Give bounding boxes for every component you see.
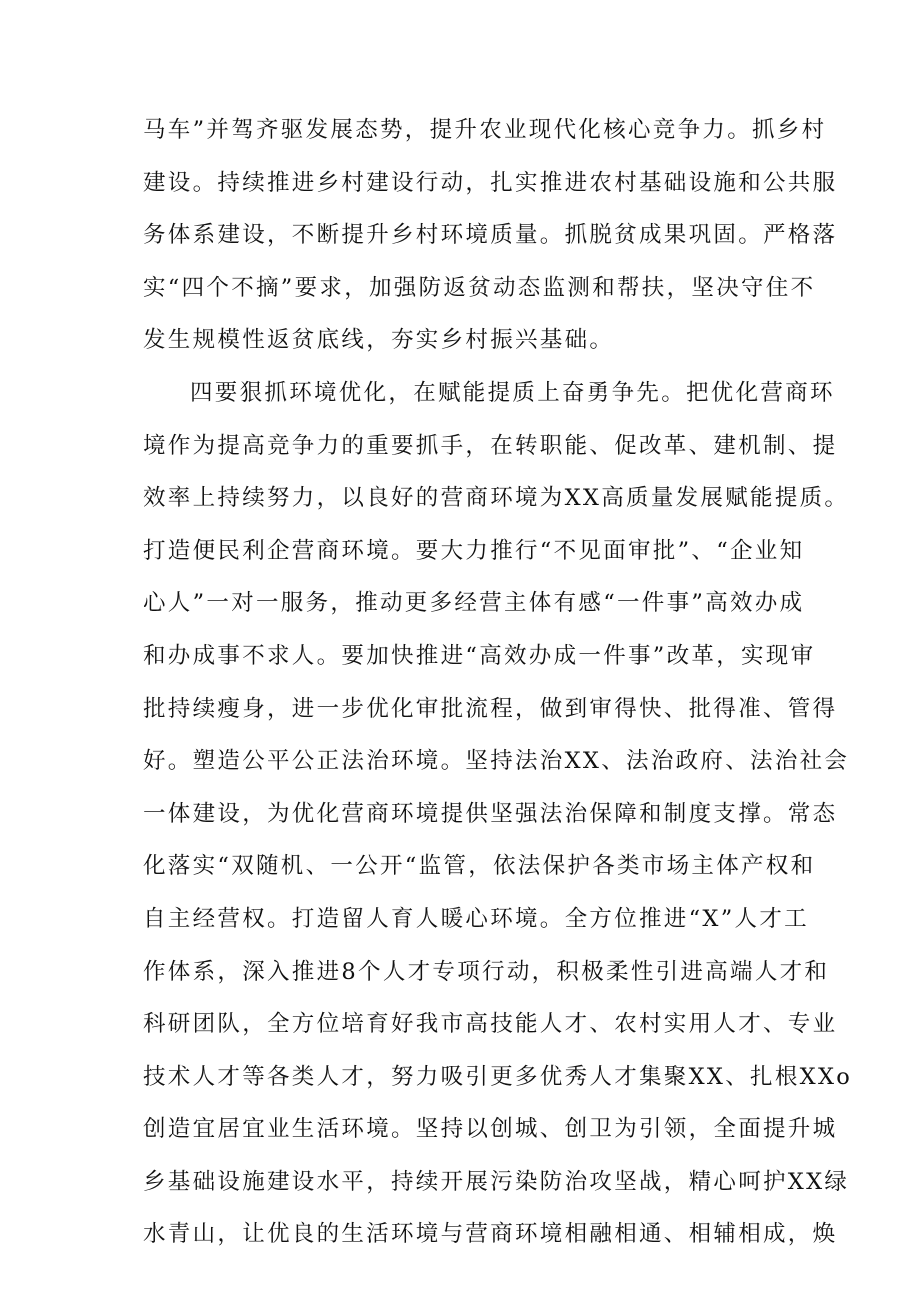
paragraph-line: 和办成事不求人。要加快推进“高效办成一件事”改革，实现审 <box>143 642 816 669</box>
paragraph-line: 作体系，深入推进8个人才专项行动，积极柔性引进高端人才和 <box>143 958 830 985</box>
paragraph-line: 乡基础设施建设水平，持续开展污染防治攻坚战，精心呵护XX绿 <box>143 1168 850 1195</box>
paragraph-line: 实“四个不摘”要求，加强防返贫动态监测和帮扶，坚决守住不 <box>143 274 816 301</box>
paragraph-line: 效率上持续努力，以良好的营商环境为XX高质量发展赋能提质。 <box>143 485 850 512</box>
paragraph-line: 化落实“双随机、一公开“监管，依法保护各类市场主体产权和 <box>143 853 816 880</box>
paragraph-line: 好。塑造公平公正法治环境。坚持法治XX、法治政府、法治社会 <box>143 748 850 775</box>
paragraph-line: 技术人才等各类人才，努力吸引更多优秀人才集聚XX、扎根XXo <box>143 1063 853 1090</box>
document-page <box>143 104 853 1261</box>
paragraph-line: 一体建设，为优化营商环境提供坚强法治保障和制度支撑。常态 <box>143 800 838 827</box>
paragraph-line: 批持续瘦身，进一步优化审批流程，做到审得快、批得准、管得 <box>143 695 838 722</box>
paragraph-line: 水青山，让优良的生活环境与营商环境相融相通、相辅相成，焕 <box>143 1221 838 1248</box>
paragraph-line: 马车”并驾齐驱发展态势，提升农业现代化核心竞争力。抓乡村 <box>143 117 827 143</box>
paragraph-line: 境作为提高竞争力的重要抓手，在转职能、促改革、建机制、提 <box>143 432 838 459</box>
paragraph-line: 打造便民利企营商环境。要大力推行“不见面审批”、“企业知 <box>143 537 805 564</box>
paragraph-first-line: 四要狠抓环境优化，在赋能提质上奋勇争先。把优化营商环 <box>190 379 835 406</box>
paragraph-line: 创造宜居宜业生活环境。坚持以创城、创卫为引领，全面提升城 <box>143 1116 838 1143</box>
paragraph-line: 科研团队，全方位培育好我市高技能人才、农村实用人才、专业 <box>143 1011 838 1038</box>
paragraph-line: 建设。持续推进乡村建设行动，扎实推进农村基础设施和公共服 <box>143 169 838 196</box>
paragraph-line: 心人”一对一服务，推动更多经营主体有感“一件事”高效办成 <box>143 590 805 617</box>
paragraph-line: 发生规模性返贫底线，夯实乡村振兴基础。 <box>143 327 615 354</box>
paragraph-line: 自主经营权。打造留人育人暖心环境。全方位推进“X”人才工 <box>143 905 809 932</box>
paragraph-line: 务体系建设，不断提升乡村环境质量。抓脱贫成果巩固。严格落 <box>143 222 838 249</box>
